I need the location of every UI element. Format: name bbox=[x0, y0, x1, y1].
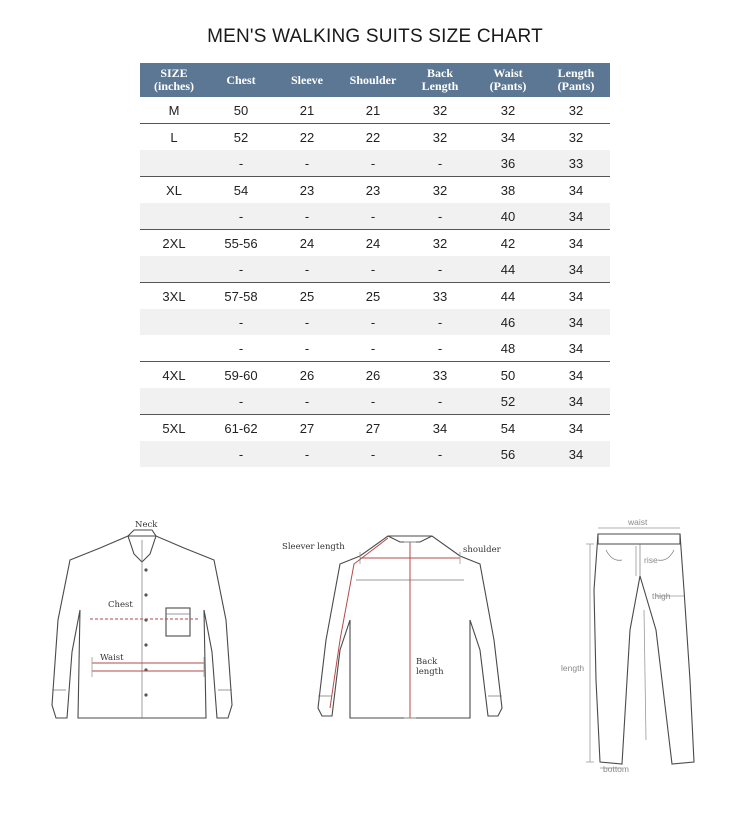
table-cell: 50 bbox=[233, 102, 249, 118]
table-cell: - bbox=[274, 388, 340, 415]
column-header-text: Length bbox=[557, 66, 595, 80]
table-cell: - bbox=[370, 340, 376, 356]
table-cell: - bbox=[340, 309, 406, 335]
table-cell: - bbox=[340, 203, 406, 230]
waist-label: Waist bbox=[100, 653, 124, 663]
table-cell: - bbox=[406, 388, 474, 415]
table-cell: L bbox=[140, 124, 208, 151]
measurement-diagrams bbox=[0, 500, 750, 818]
table-cell: - bbox=[304, 340, 310, 356]
table-header-row bbox=[140, 63, 610, 97]
column-header bbox=[474, 63, 542, 97]
table-cell: 40 bbox=[474, 203, 542, 230]
table-cell: - bbox=[208, 388, 274, 415]
table-cell: 52 bbox=[208, 124, 274, 151]
table-cell: 34 bbox=[542, 283, 610, 310]
table-cell: 22 bbox=[340, 124, 406, 151]
table-cell: 33 bbox=[406, 362, 474, 389]
table-cell: 50 bbox=[474, 362, 542, 389]
table-cell: 34 bbox=[542, 256, 610, 283]
table-cell: 44 bbox=[474, 256, 542, 283]
table-cell: 57-58 bbox=[208, 283, 274, 310]
column-header bbox=[140, 63, 208, 97]
table-cell: - bbox=[208, 150, 274, 177]
shirt-front-diagram bbox=[52, 520, 232, 718]
column-header-text: Waist bbox=[493, 66, 523, 80]
table-cell: 24 bbox=[340, 230, 406, 257]
table-row bbox=[140, 309, 610, 335]
table-row bbox=[140, 415, 610, 442]
table-cell bbox=[140, 150, 208, 177]
table-row bbox=[140, 150, 610, 177]
table-cell: 32 bbox=[500, 102, 516, 118]
table-cell bbox=[140, 309, 208, 335]
table-cell: - bbox=[208, 256, 274, 283]
table-cell: 23 bbox=[274, 177, 340, 204]
table-cell: 32 bbox=[542, 124, 610, 151]
column-header-subtext: (Pants) bbox=[489, 79, 527, 93]
table-cell: 27 bbox=[274, 415, 340, 442]
rise-label: rise bbox=[644, 555, 658, 565]
table-cell: 34 bbox=[542, 309, 610, 335]
table-cell: 54 bbox=[474, 415, 542, 442]
table-cell: 33 bbox=[542, 150, 610, 177]
table-cell: M bbox=[168, 102, 180, 118]
page-title: MEN'S WALKING SUITS SIZE CHART bbox=[207, 26, 543, 47]
table-cell: - bbox=[437, 340, 443, 356]
table-row bbox=[140, 441, 610, 467]
table-cell: 34 bbox=[406, 415, 474, 442]
table-cell: 56 bbox=[474, 441, 542, 467]
table-cell: 26 bbox=[340, 362, 406, 389]
column-header-text: Back Length bbox=[421, 66, 459, 93]
pants-diagram bbox=[561, 517, 694, 774]
table-row bbox=[140, 203, 610, 230]
table-cell: 38 bbox=[474, 177, 542, 204]
table-cell: 34 bbox=[542, 230, 610, 257]
table-cell: - bbox=[406, 309, 474, 335]
table-cell: 32 bbox=[406, 230, 474, 257]
table-row bbox=[140, 283, 610, 310]
table-cell bbox=[140, 203, 208, 230]
table-cell: 32 bbox=[568, 102, 584, 118]
chest-label: Chest bbox=[108, 600, 133, 610]
table-cell: - bbox=[340, 256, 406, 283]
table-cell: - bbox=[274, 203, 340, 230]
table-cell: - bbox=[274, 309, 340, 335]
table-cell: - bbox=[340, 388, 406, 415]
table-cell: 3XL bbox=[140, 283, 208, 310]
column-header-text: Sleeve bbox=[291, 72, 323, 87]
table-cell: - bbox=[340, 441, 406, 467]
table-cell: 25 bbox=[340, 283, 406, 310]
back-length-label-2: length bbox=[416, 667, 444, 677]
column-header bbox=[542, 63, 610, 97]
table-cell: - bbox=[406, 203, 474, 230]
column-header-text: SIZE bbox=[160, 66, 188, 80]
table-cell bbox=[140, 388, 208, 415]
table-row bbox=[140, 388, 610, 415]
table-cell: - bbox=[406, 256, 474, 283]
table-row bbox=[140, 97, 610, 124]
column-header-subtext: (Pants) bbox=[557, 79, 595, 93]
table-cell: 46 bbox=[474, 309, 542, 335]
table-cell: 24 bbox=[274, 230, 340, 257]
table-cell: - bbox=[340, 150, 406, 177]
table-cell: - bbox=[406, 150, 474, 177]
table-cell: 32 bbox=[406, 124, 474, 151]
table-cell: 32 bbox=[432, 102, 448, 118]
table-row bbox=[140, 177, 610, 204]
table-cell: 21 bbox=[365, 102, 381, 118]
column-header-text: Shoulder bbox=[349, 72, 397, 87]
table-cell bbox=[140, 256, 208, 283]
back-length-label-1: Back bbox=[416, 657, 438, 667]
table-cell: 34 bbox=[542, 177, 610, 204]
table-cell: - bbox=[208, 441, 274, 467]
table-cell: 27 bbox=[340, 415, 406, 442]
table-cell: - bbox=[208, 203, 274, 230]
shirt-back-diagram bbox=[282, 536, 502, 718]
table-cell: 21 bbox=[299, 102, 315, 118]
table-row bbox=[140, 335, 610, 362]
table-cell: 55-56 bbox=[208, 230, 274, 257]
table-cell: 42 bbox=[474, 230, 542, 257]
pants-waist-label: waist bbox=[628, 517, 648, 527]
table-cell: 44 bbox=[474, 283, 542, 310]
column-header bbox=[340, 63, 406, 97]
table-cell: 36 bbox=[474, 150, 542, 177]
column-header bbox=[406, 63, 474, 97]
table-cell: 5XL bbox=[140, 415, 208, 442]
table-cell: 22 bbox=[274, 124, 340, 151]
table-cell: XL bbox=[140, 177, 208, 204]
table-cell bbox=[140, 441, 208, 467]
table-cell: 33 bbox=[406, 283, 474, 310]
table-cell: - bbox=[274, 256, 340, 283]
table-cell: - bbox=[208, 309, 274, 335]
table-row bbox=[140, 362, 610, 389]
column-header bbox=[274, 63, 340, 97]
table-row bbox=[140, 230, 610, 257]
column-header bbox=[208, 63, 274, 97]
table-cell: 4XL bbox=[140, 362, 208, 389]
table-row bbox=[140, 256, 610, 283]
table-cell: - bbox=[274, 441, 340, 467]
table-row bbox=[140, 124, 610, 151]
shoulder-label: shoulder bbox=[463, 545, 501, 555]
table-cell: 34 bbox=[542, 203, 610, 230]
table-cell: 34 bbox=[542, 441, 610, 467]
table-cell: 34 bbox=[542, 388, 610, 415]
table-cell: 34 bbox=[542, 362, 610, 389]
bottom-label: bottom bbox=[603, 764, 629, 774]
table-cell: 48 bbox=[500, 340, 516, 356]
table-cell bbox=[140, 335, 208, 362]
table-cell: - bbox=[274, 150, 340, 177]
pants-length-label: length bbox=[561, 663, 585, 673]
table-cell: 59-60 bbox=[208, 362, 274, 389]
table-cell: 34 bbox=[542, 415, 610, 442]
size-chart-table bbox=[140, 63, 610, 467]
table-cell: 2XL bbox=[140, 230, 208, 257]
table-cell: 54 bbox=[208, 177, 274, 204]
column-header-subtext: (inches) bbox=[154, 79, 194, 93]
table-cell: 61-62 bbox=[208, 415, 274, 442]
table-cell: 23 bbox=[340, 177, 406, 204]
table-cell: - bbox=[406, 441, 474, 467]
table-cell: 26 bbox=[274, 362, 340, 389]
table-cell: 34 bbox=[568, 340, 584, 356]
sleeve-length-label: Sleever length bbox=[282, 542, 345, 552]
column-header-text: Chest bbox=[226, 72, 256, 87]
thigh-label: thigh bbox=[652, 591, 671, 601]
neck-label: Neck bbox=[135, 520, 158, 530]
table-cell: 25 bbox=[274, 283, 340, 310]
table-cell: - bbox=[238, 340, 244, 356]
table-cell: 34 bbox=[474, 124, 542, 151]
measurement-diagrams-svg bbox=[0, 500, 750, 818]
table-cell: 32 bbox=[406, 177, 474, 204]
table-cell: 52 bbox=[474, 388, 542, 415]
